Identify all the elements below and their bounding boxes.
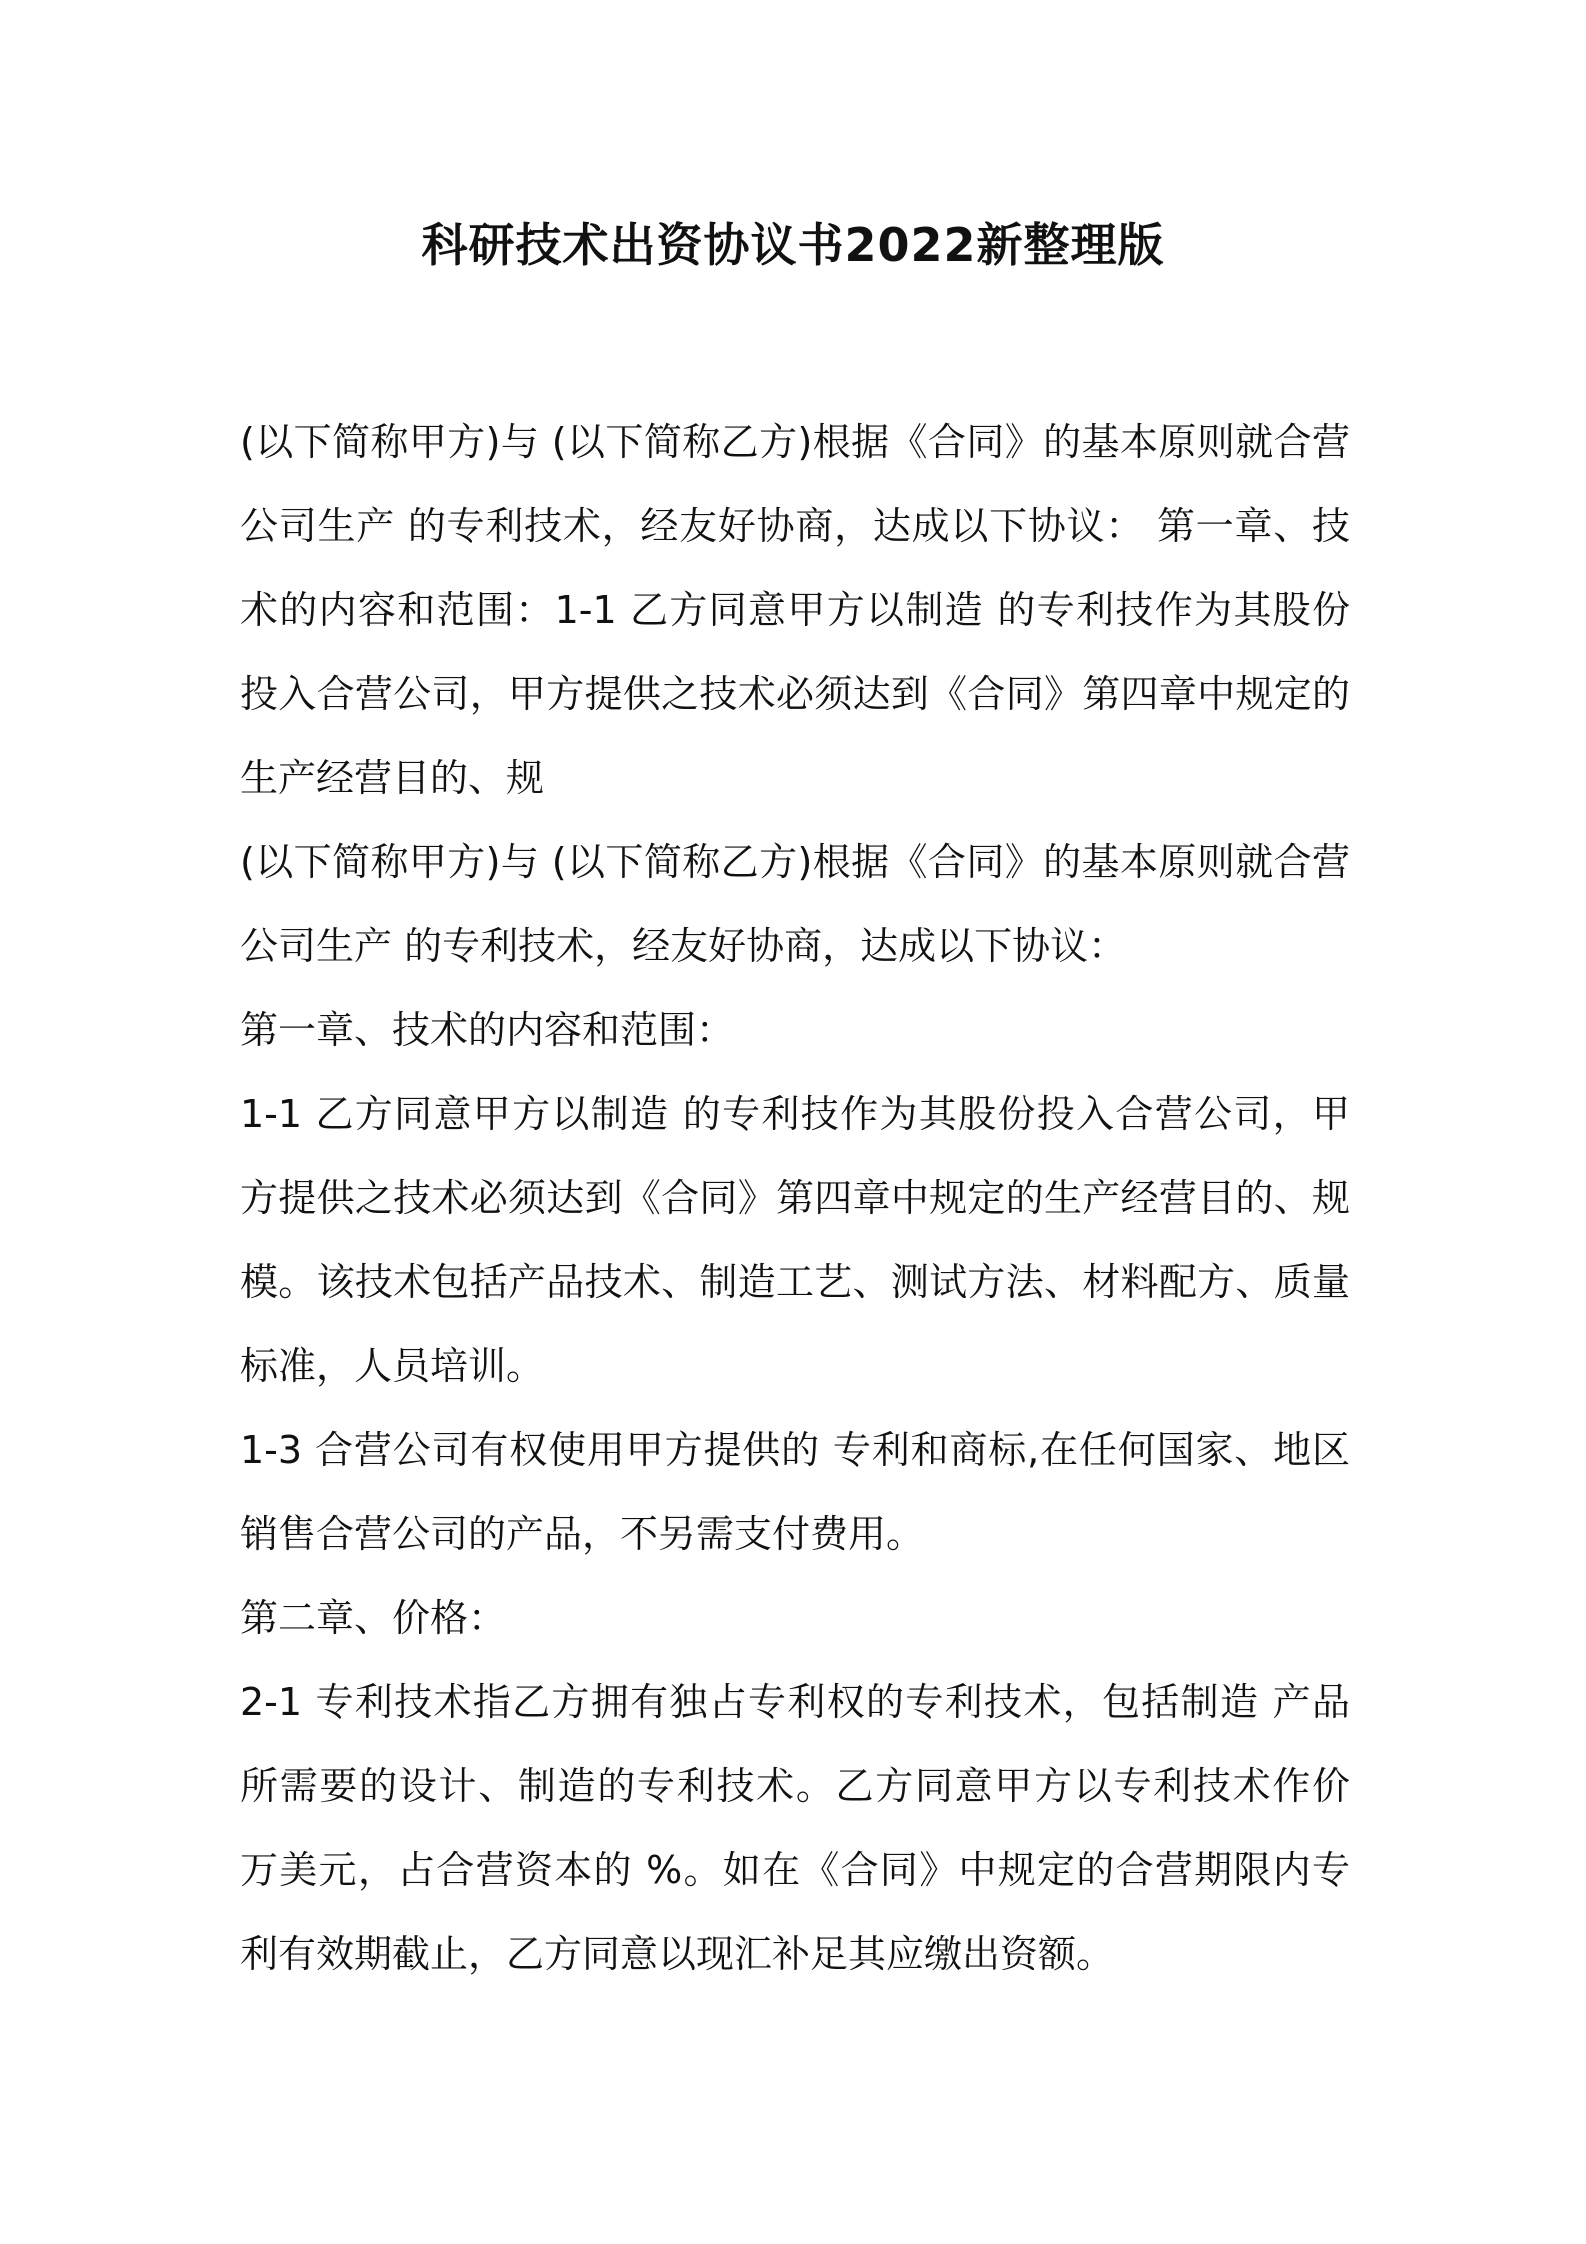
paragraph-intro: (以下简称甲方)与 (以下简称乙方)根据《合同》的基本原则就合营公司生产 的专利技术，经友好协商，达成以下协议： bbox=[240, 840, 1350, 968]
chapter-2-heading: 第二章、价格： bbox=[240, 1596, 507, 1640]
chapter-1-heading: 第一章、技术的内容和范围： bbox=[240, 1008, 735, 1052]
clause-1-1: 1-1 乙方同意甲方以制造 的专利技作为其股份投入合营公司，甲方提供之技术必须达到《合同》第四章中规定的生产经营目的、规模。该技术包括产品技术、制造工艺、测试方法、材料配方、质量标准，人员培训。 bbox=[240, 1092, 1350, 1388]
document-title: 科研技术出资协议书2022新整理版 bbox=[421, 218, 1165, 272]
clause-1-3: 1-3 合营公司有权使用甲方提供的 专利和商标,在任何国家、地区销售合营公司的产品，不另需支付费用。 bbox=[240, 1428, 1350, 1556]
clause-2-1: 2-1 专利技术指乙方拥有独占专利权的专利技术，包括制造 产品所需要的设计、制造的专利技术。乙方同意甲方以专利技术作价 万美元，占合营资本的 %。如在《合同》中规定的合营期限内专利有效期截止，乙方同意以现汇补足其应缴出资额。 bbox=[240, 1680, 1350, 1976]
paragraph-intro-summary: (以下简称甲方)与 (以下简称乙方)根据《合同》的基本原则就合营公司生产 的专利技术，经友好协商，达成以下协议： 第一章、技术的内容和范围：1-1 乙方同意甲方以制造 的专利技作为其股份投入合营公司，甲方提供之技术必须达到《合同》第四章中规定的生产经营目的、规 bbox=[240, 420, 1350, 800]
document-body bbox=[240, 400, 1350, 1996]
